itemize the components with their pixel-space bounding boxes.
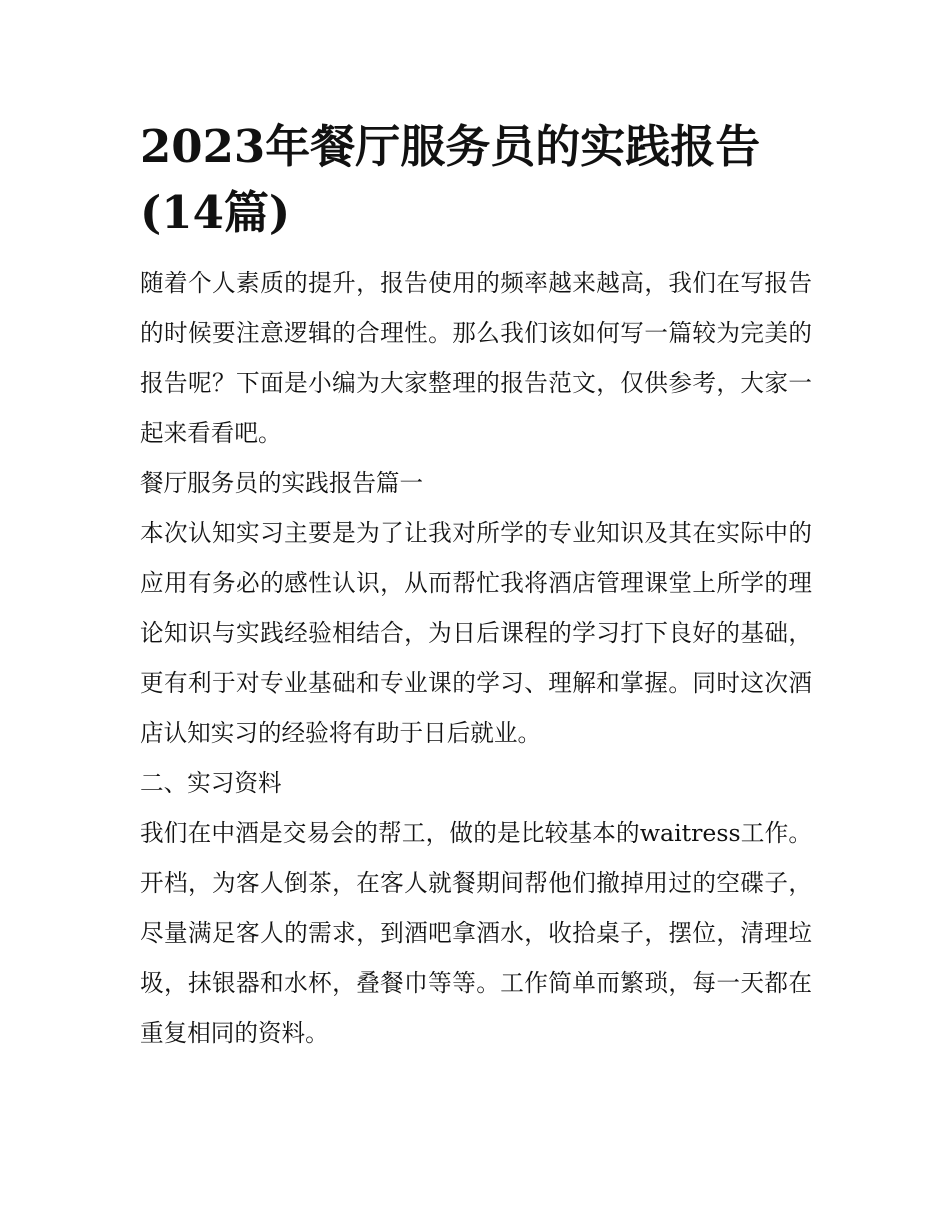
document-title: 2023年餐厅服务员的实践报告(14篇) bbox=[140, 120, 761, 239]
section-heading-1: 餐厅服务员的实践报告篇一 bbox=[140, 469, 424, 497]
section-heading-2: 二、实习资料 bbox=[140, 769, 282, 797]
intro-paragraph: 随着个人素质的提升，报告使用的频率越来越高，我们在写报告的时候要注意逻辑的合理性。那么我们该如何写一篇较为完美的报告呢？下面是小编为大家整理的报告范文，仅供参考，大家一起来看看吧。 bbox=[140, 269, 812, 447]
section-paragraph-1: 本次认知实习主要是为了让我对所学的专业知识及其在实际中的应用有务必的感性认识，从而帮忙我将酒店管理课堂上所学的理论知识与实践经验相结合，为日后课程的学习打下良好的基础，更有利于对专业基础和专业课的学习、理解和掌握。同时这次酒店认知实习的经验将有助于日后就业。 bbox=[140, 519, 812, 747]
document-body bbox=[140, 114, 812, 1058]
section-paragraph-2: 我们在中酒是交易会的帮工，做的是比较基本的waitress工作。开档，为客人倒茶，在客人就餐期间帮他们撤掉用过的空碟子，尽量满足客人的需求，到酒吧拿酒水，收拾桌子，摆位，清理垃圾，抹银器和水杯，叠餐巾等等。工作简单而繁琐，每一天都在重复相同的资料。 bbox=[140, 819, 812, 1047]
